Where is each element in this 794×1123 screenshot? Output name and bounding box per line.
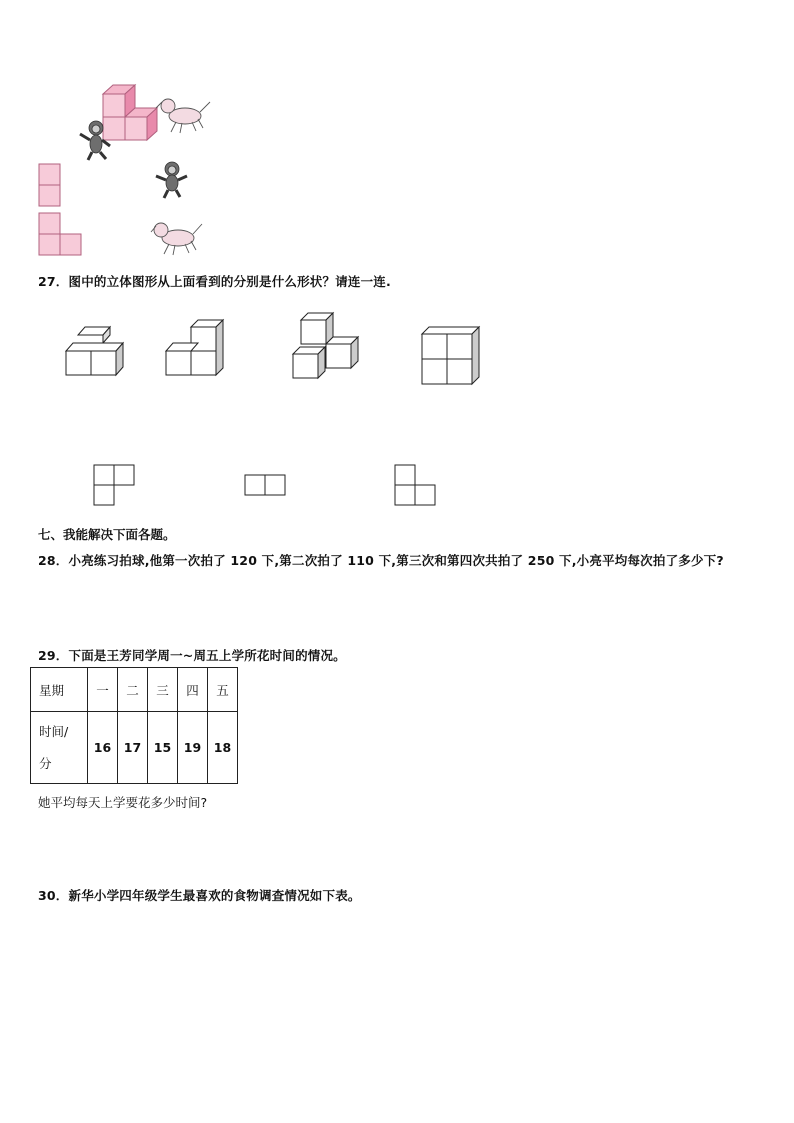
table-row-time: [31, 712, 238, 784]
question-29-number: 29．: [38, 648, 69, 663]
question-27-text: 图中的立体图形从上面看到的分别是什么形状？请连一连.: [68, 274, 391, 289]
table-cell-time: 15: [148, 712, 178, 784]
table-cell-time: 17: [118, 712, 148, 784]
solid-figure-a: [66, 327, 123, 375]
cubes-viewed-illustration: [30, 80, 220, 260]
question-29-followup: 她平均每天上学要花多少时间?: [38, 795, 208, 810]
table-cell-time: 16: [88, 712, 118, 784]
solid-figures-row: [60, 310, 500, 400]
monkey-icon-2: [156, 162, 187, 198]
dog-icon-2: [151, 223, 202, 255]
table-cell-time: 18: [208, 712, 238, 784]
table-cell-day: 三: [148, 668, 178, 712]
table-cell-day: 一: [88, 668, 118, 712]
table-header-time: [31, 712, 88, 784]
question-29: [38, 646, 346, 664]
question-30-number: 30．: [38, 888, 69, 903]
question-27: [38, 272, 391, 290]
top-view-option-2: [245, 475, 285, 495]
question-30: [38, 886, 361, 904]
table-header-time-line2: 分: [39, 755, 52, 771]
table-cell-day: 五: [208, 668, 238, 712]
top-view-option-3: [395, 465, 435, 505]
table-row-weekday: [31, 668, 238, 712]
dog-icon: [156, 99, 210, 133]
pink-cube-stack: [103, 85, 157, 140]
table-cell-time: 19: [178, 712, 208, 784]
question-30-text: 新华小学四年级学生最喜欢的食物调查情况如下表。: [68, 888, 361, 903]
solid-figure-b: [166, 320, 223, 375]
question-29-text: 下面是王芳同学周一~周五上学所花时间的情况。: [68, 648, 346, 663]
question-27-number: 27．: [38, 274, 69, 289]
solid-figure-c: [293, 313, 358, 378]
question-28-text: 小亮练习拍球,他第一次拍了 120 下,第二次拍了 110 下,第三次和第四次共拍了 250 下,小亮平均每次拍了多少下?: [68, 553, 724, 568]
table-cell-day: 四: [178, 668, 208, 712]
top-view-option-1: [94, 465, 134, 505]
solid-figure-d: [422, 327, 479, 384]
front-view-two-stacked: [39, 164, 60, 206]
section-7-title: 七、我能解决下面各题。: [38, 527, 176, 542]
table-header-weekday: 星期: [31, 668, 88, 712]
question-28: [38, 551, 724, 569]
question-28-number: 28．: [38, 553, 69, 568]
table-header-time-line1: 时间/: [39, 723, 69, 739]
school-time-table: [30, 667, 238, 784]
top-views-row: [90, 460, 450, 510]
table-cell-day: 二: [118, 668, 148, 712]
side-view-l-shape: [39, 213, 81, 255]
